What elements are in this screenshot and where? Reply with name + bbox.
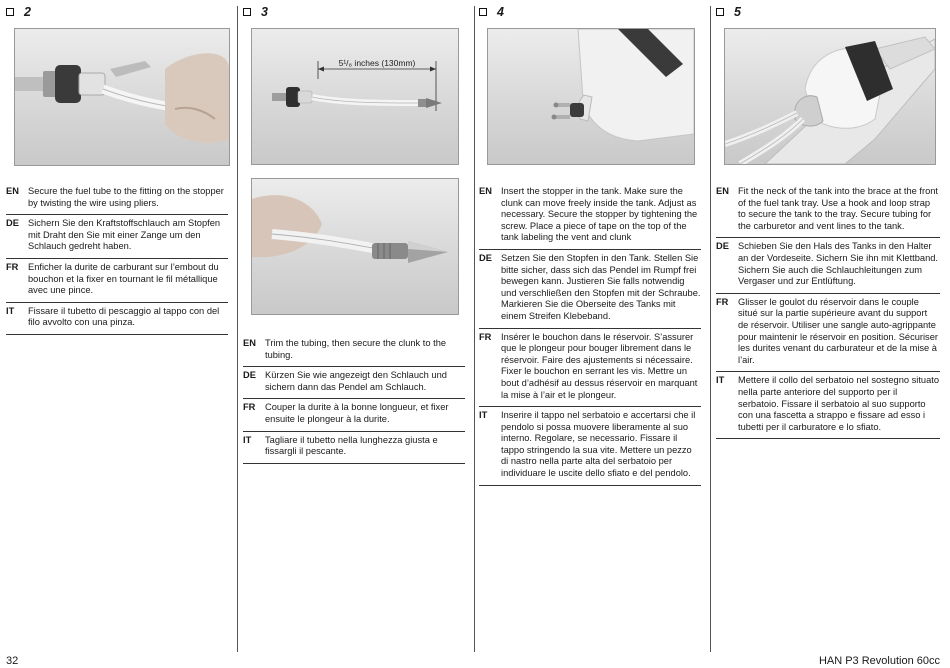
instruction-entry [243, 367, 465, 399]
language-code: DE [243, 370, 256, 381]
instruction-text: Fit the neck of the tank into the brace at the front of the fuel tank tray. Use a hook and loop strap to secure the tank to the tray. Secure tubing for the carburetor and vent lines to the tank. [738, 186, 939, 231]
language-code: FR [6, 261, 19, 272]
language-code: DE [6, 218, 19, 229]
instruction-entry [6, 215, 228, 259]
language-code: DE [479, 252, 492, 263]
instruction-text: Tagliare il tubetto nella lunghezza giusta e fissargli il pescante. [265, 434, 438, 457]
dimension-label: 5¹/₈ inches (130mm) [338, 58, 416, 68]
step-4-instructions [479, 183, 701, 486]
language-code: EN [479, 186, 492, 196]
column-divider [710, 6, 711, 652]
stopper-and-tube-photo [15, 29, 229, 165]
step-number: 3 [261, 5, 268, 19]
step-4-photo [487, 28, 695, 165]
step-4-column [479, 0, 703, 668]
step-2-instructions [6, 183, 228, 335]
instruction-text: Fissare il tubetto di pescaggio al tappo con del filo avvolto con una pinza. [28, 305, 220, 328]
clunk-attach-photo [252, 179, 458, 314]
language-code: EN [6, 186, 19, 196]
instruction-entry [243, 432, 465, 464]
instruction-text: Schieben Sie den Hals des Tanks in den Halter an der Vordeseite. Sichern Sie ihn mit Klettband. Sichern Sie auch die Schlauchleitungen zum Vergaser und zur Entlüftung. [738, 241, 939, 287]
stopper-in-tank-photo [488, 29, 694, 164]
trimmed-tube-photo [252, 29, 458, 164]
step-number: 2 [24, 5, 31, 19]
instruction-entry [716, 372, 940, 439]
step-3-photo-top [251, 28, 459, 165]
instruction-text: Sichern Sie den Kraftstoffschlauch am Stopfen mit Draht den Sie mit einer Zange um den Schlauch gedreht haben. [28, 218, 221, 252]
step-3-photo-bottom [251, 178, 459, 315]
instruction-text: Mettere il collo del serbatoio nel sostegno situato nella parte anteriore del supporto per il serbatoio. Fissare il serbatoio al suo supporto con una fascetta a strappo e fissare ad esso i tubetti per il carburatore e lo sfiato. [738, 375, 940, 432]
instruction-entry [479, 407, 701, 486]
instruction-text: Insérer le bouchon dans le réservoir. S’assurer que le plongeur pour bouger librement dans le réservoir. Faire des ajustements si nécessaire. Fixer le bouchon en serrant les vis. Mettre un bout d’adhésif au dessus réservoir en marquant la mise à l’air et le plongeur. [501, 331, 698, 400]
step-4-header [479, 4, 504, 20]
instruction-entry [6, 303, 228, 335]
checkbox-icon[interactable] [479, 8, 487, 16]
instruction-text: Enficher la durite de carburant sur l’embout du bouchon et la fixer en tournant le fil métallique avec une pince. [28, 261, 219, 296]
step-2-header [6, 4, 31, 20]
instruction-text: Kürzen Sie wie angezeigt den Schlauch und sichern dann das Pendel am Schlauch. [265, 370, 447, 392]
instruction-entry [6, 183, 228, 215]
step-2-column [6, 0, 232, 668]
checkbox-icon[interactable] [243, 8, 251, 16]
step-5-photo [724, 28, 936, 165]
instruction-entry [716, 238, 940, 293]
instruction-text: Trim the tubing, then secure the clunk to the tubing. [265, 338, 447, 360]
instruction-entry [479, 183, 701, 250]
language-code: FR [716, 296, 729, 307]
step-5-instructions [716, 183, 940, 439]
step-5-column [716, 0, 942, 668]
language-code: DE [716, 241, 729, 252]
language-code: IT [243, 434, 252, 445]
step-5-header [716, 4, 741, 20]
language-code: EN [243, 338, 256, 348]
instruction-entry [716, 183, 940, 238]
step-number: 4 [497, 5, 504, 19]
step-3-instructions [243, 335, 465, 464]
step-3-column [243, 0, 467, 668]
instruction-text: Secure the fuel tube to the fitting on the stopper by twisting the wire using pliers. [28, 186, 224, 208]
page-number: 32 [6, 655, 19, 667]
language-code: FR [243, 402, 256, 413]
instruction-text: Insert the stopper in the tank. Make sure the clunk can move freely inside the tank. Adjust as necessary. Secure the stopper by tightening the screw. Place a piece of tape on the top of the tank labeling the vent and clunk [501, 186, 698, 243]
tank-in-tray-photo [725, 29, 935, 164]
step-3-header [243, 4, 268, 20]
instruction-entry [243, 335, 465, 367]
instruction-text: Glisser le goulot du réservoir dans le couple situé sur la partie supérieure avant du support de réservoir. Utiliser une sangle auto-agrippante pour maintenir le réservoir en position. Sécuriser les durites venant du carburateur et de la mise à l’air. [738, 296, 938, 365]
checkbox-icon[interactable] [6, 8, 14, 16]
language-code: EN [716, 186, 729, 196]
language-code: FR [479, 331, 492, 342]
step-2-photo [14, 28, 230, 166]
column-divider [237, 6, 238, 652]
language-code: IT [716, 375, 725, 386]
instruction-entry [479, 329, 701, 408]
language-code: IT [479, 410, 488, 421]
instruction-entry [716, 294, 940, 373]
column-divider [474, 6, 475, 652]
checkbox-icon[interactable] [716, 8, 724, 16]
instruction-entry [243, 399, 465, 431]
instruction-entry [6, 259, 228, 303]
instruction-entry [479, 250, 701, 329]
footer-title: HAN P3 Revolution 60cc [818, 655, 940, 667]
language-code: IT [6, 305, 15, 316]
instruction-text: Couper la durite à la bonne longueur, et fixer ensuite le plongeur à la durite. [265, 402, 449, 424]
instruction-text: Inserire il tappo nel serbatoio e accertarsi che il pendolo si possa muovere liberamente al suo interno. Regolare, se necessario. Fissare il tappo stringendo la sua vite. Mettere un pezzo di nastro nella parte alta del serbatoio per individuare le uscite dello sfiato e del pendolo. [501, 410, 696, 479]
step-number: 5 [734, 5, 741, 19]
instruction-text: Setzen Sie den Stopfen in den Tank. Stellen Sie bitte sicher, dass sich das Pendel im Rumpf frei bewegen kann. Justieren Sie falls notwendig und verschließen den Stopfen mit der Schraube. Markieren Sie die Oberseite des Tanks mit einem Streifen Klebeband. [501, 252, 701, 321]
